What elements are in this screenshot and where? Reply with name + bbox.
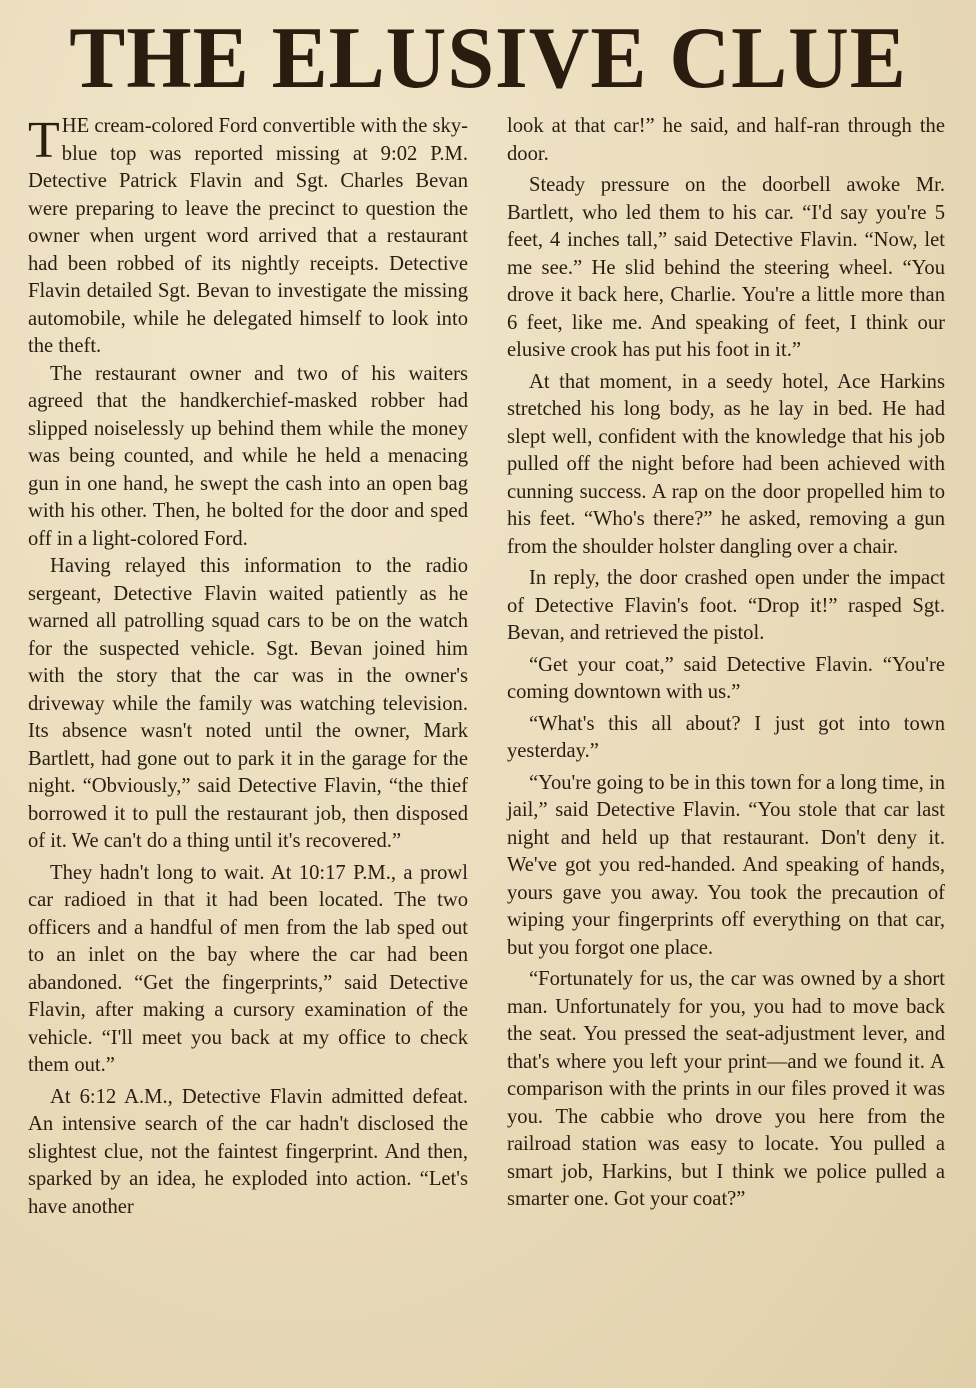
paragraph-4: They hadn't long to wait. At 10:17 P.M., a prowl car radioed in that it had been located. The two officers and a handful of men from the lab sped out to an inlet on the bay where the car had been abandoned. “Get the fingerprints,” said Detective Flavin, after making a cursory examination of the vehicle. “I'll meet you back at my office to check them out.” — [28, 861, 468, 1076]
left-column — [28, 113, 468, 1221]
paragraph-11: “What's this all about? I just got into town yesterday.” — [507, 712, 945, 762]
paragraph-1 — [28, 113, 468, 361]
story-title: THE ELUSIVE CLUE — [69, 9, 907, 107]
paragraph-1-text: HE cream-colored Ford convertible with the sky-blue top was reported missing at 9:02 P.M. Detective Patrick Flavin and Sgt. Charles Bevan were preparing to leave the precinct to question the owner when urgent word arrived that a restaurant had been robbed of its nightly receipts. Detective Flavin detailed Sgt. Bevan to investigate the missing automobile, while he delegated himself to look into the theft. — [28, 115, 468, 357]
drop-cap: T — [28, 112, 60, 169]
paragraph-13: “Fortunately for us, the car was owned by a short man. Unfortunately for you, you had to move back the seat. You pressed the seat-adjustment lever, and that's where you left your print—and we found it. A comparison with the prints in our files proved it was you. The cabbie who drove you here from the railroad station was easy to locate. You pulled a smart job, Harkins, but I think we police pulled a smarter one. Got your coat?” — [507, 968, 945, 1210]
paragraph-3: Having relayed this information to the radio sergeant, Detective Flavin waited patiently as he warned all patrolling squad cars to be on the watch for the suspected vehicle. Sgt. Bevan joined him with the story that the car was in the owner's driveway while the family was watching television. Its absence wasn't noted until the owner, Mark Bartlett, had gone out to park it in the garage for the night. “Obviously,” said Detective Flavin, “the thief borrowed it to pull the restaurant job, then disposed of it. We can't do a thing until it's recovered.” — [28, 555, 468, 852]
paragraph-12: “You're going to be in this town for a long time, in jail,” said Detective Flavin. “You stole that car last night and held up that restaurant. Don't deny it. We've got you red-handed. And speaking of hands, yours gave you away. You took the precaution of wiping your fingerprints off everything on that car, but you forgot one place. — [507, 771, 945, 959]
paragraph-6: look at that car!” he said, and half-ran through the door. — [507, 115, 945, 165]
paragraph-5: At 6:12 A.M., Detective Flavin admitted defeat. An intensive search of the car hadn't disclosed the slightest clue, not the faintest fingerprint. And then, sparked by an idea, he exploded into action. “Let's have another — [28, 1085, 468, 1218]
paragraph-8: At that moment, in a seedy hotel, Ace Harkins stretched his long body, as he lay in bed. He had slept well, confident with the knowledge that his job pulled off the night before had been achieved with cunning success. A rap on the door propelled him to his feet. “Who's there?” he asked, removing a gun from the shoulder holster dangling over a chair. — [507, 370, 945, 558]
paragraph-10: “Get your coat,” said Detective Flavin. “You're coming downtown with us.” — [507, 653, 945, 703]
right-column — [507, 113, 945, 1214]
paragraph-9: In reply, the door crashed open under the impact of Detective Flavin's foot. “Drop it!” rasped Sgt. Bevan, and retrieved the pistol. — [507, 567, 945, 644]
paragraph-2: The restaurant owner and two of his waiters agreed that the handkerchief-masked robber had slipped noiselessly up behind them while the money was being counted, and while he held a menacing gun in one hand, he swept the cash into an open bag with his other. Then, he bolted for the door and sped off in a light-colored Ford. — [28, 362, 468, 550]
paragraph-7: Steady pressure on the doorbell awoke Mr. Bartlett, who led them to his car. “I'd say you're 5 feet, 4 inches tall,” said Detective Flavin. “Now, let me see.” He slid behind the steering wheel. “You drove it back here, Charlie. You're a little more than 6 feet, like me. And speaking of feet, I think our elusive crook has put his foot in it.” — [507, 174, 945, 361]
